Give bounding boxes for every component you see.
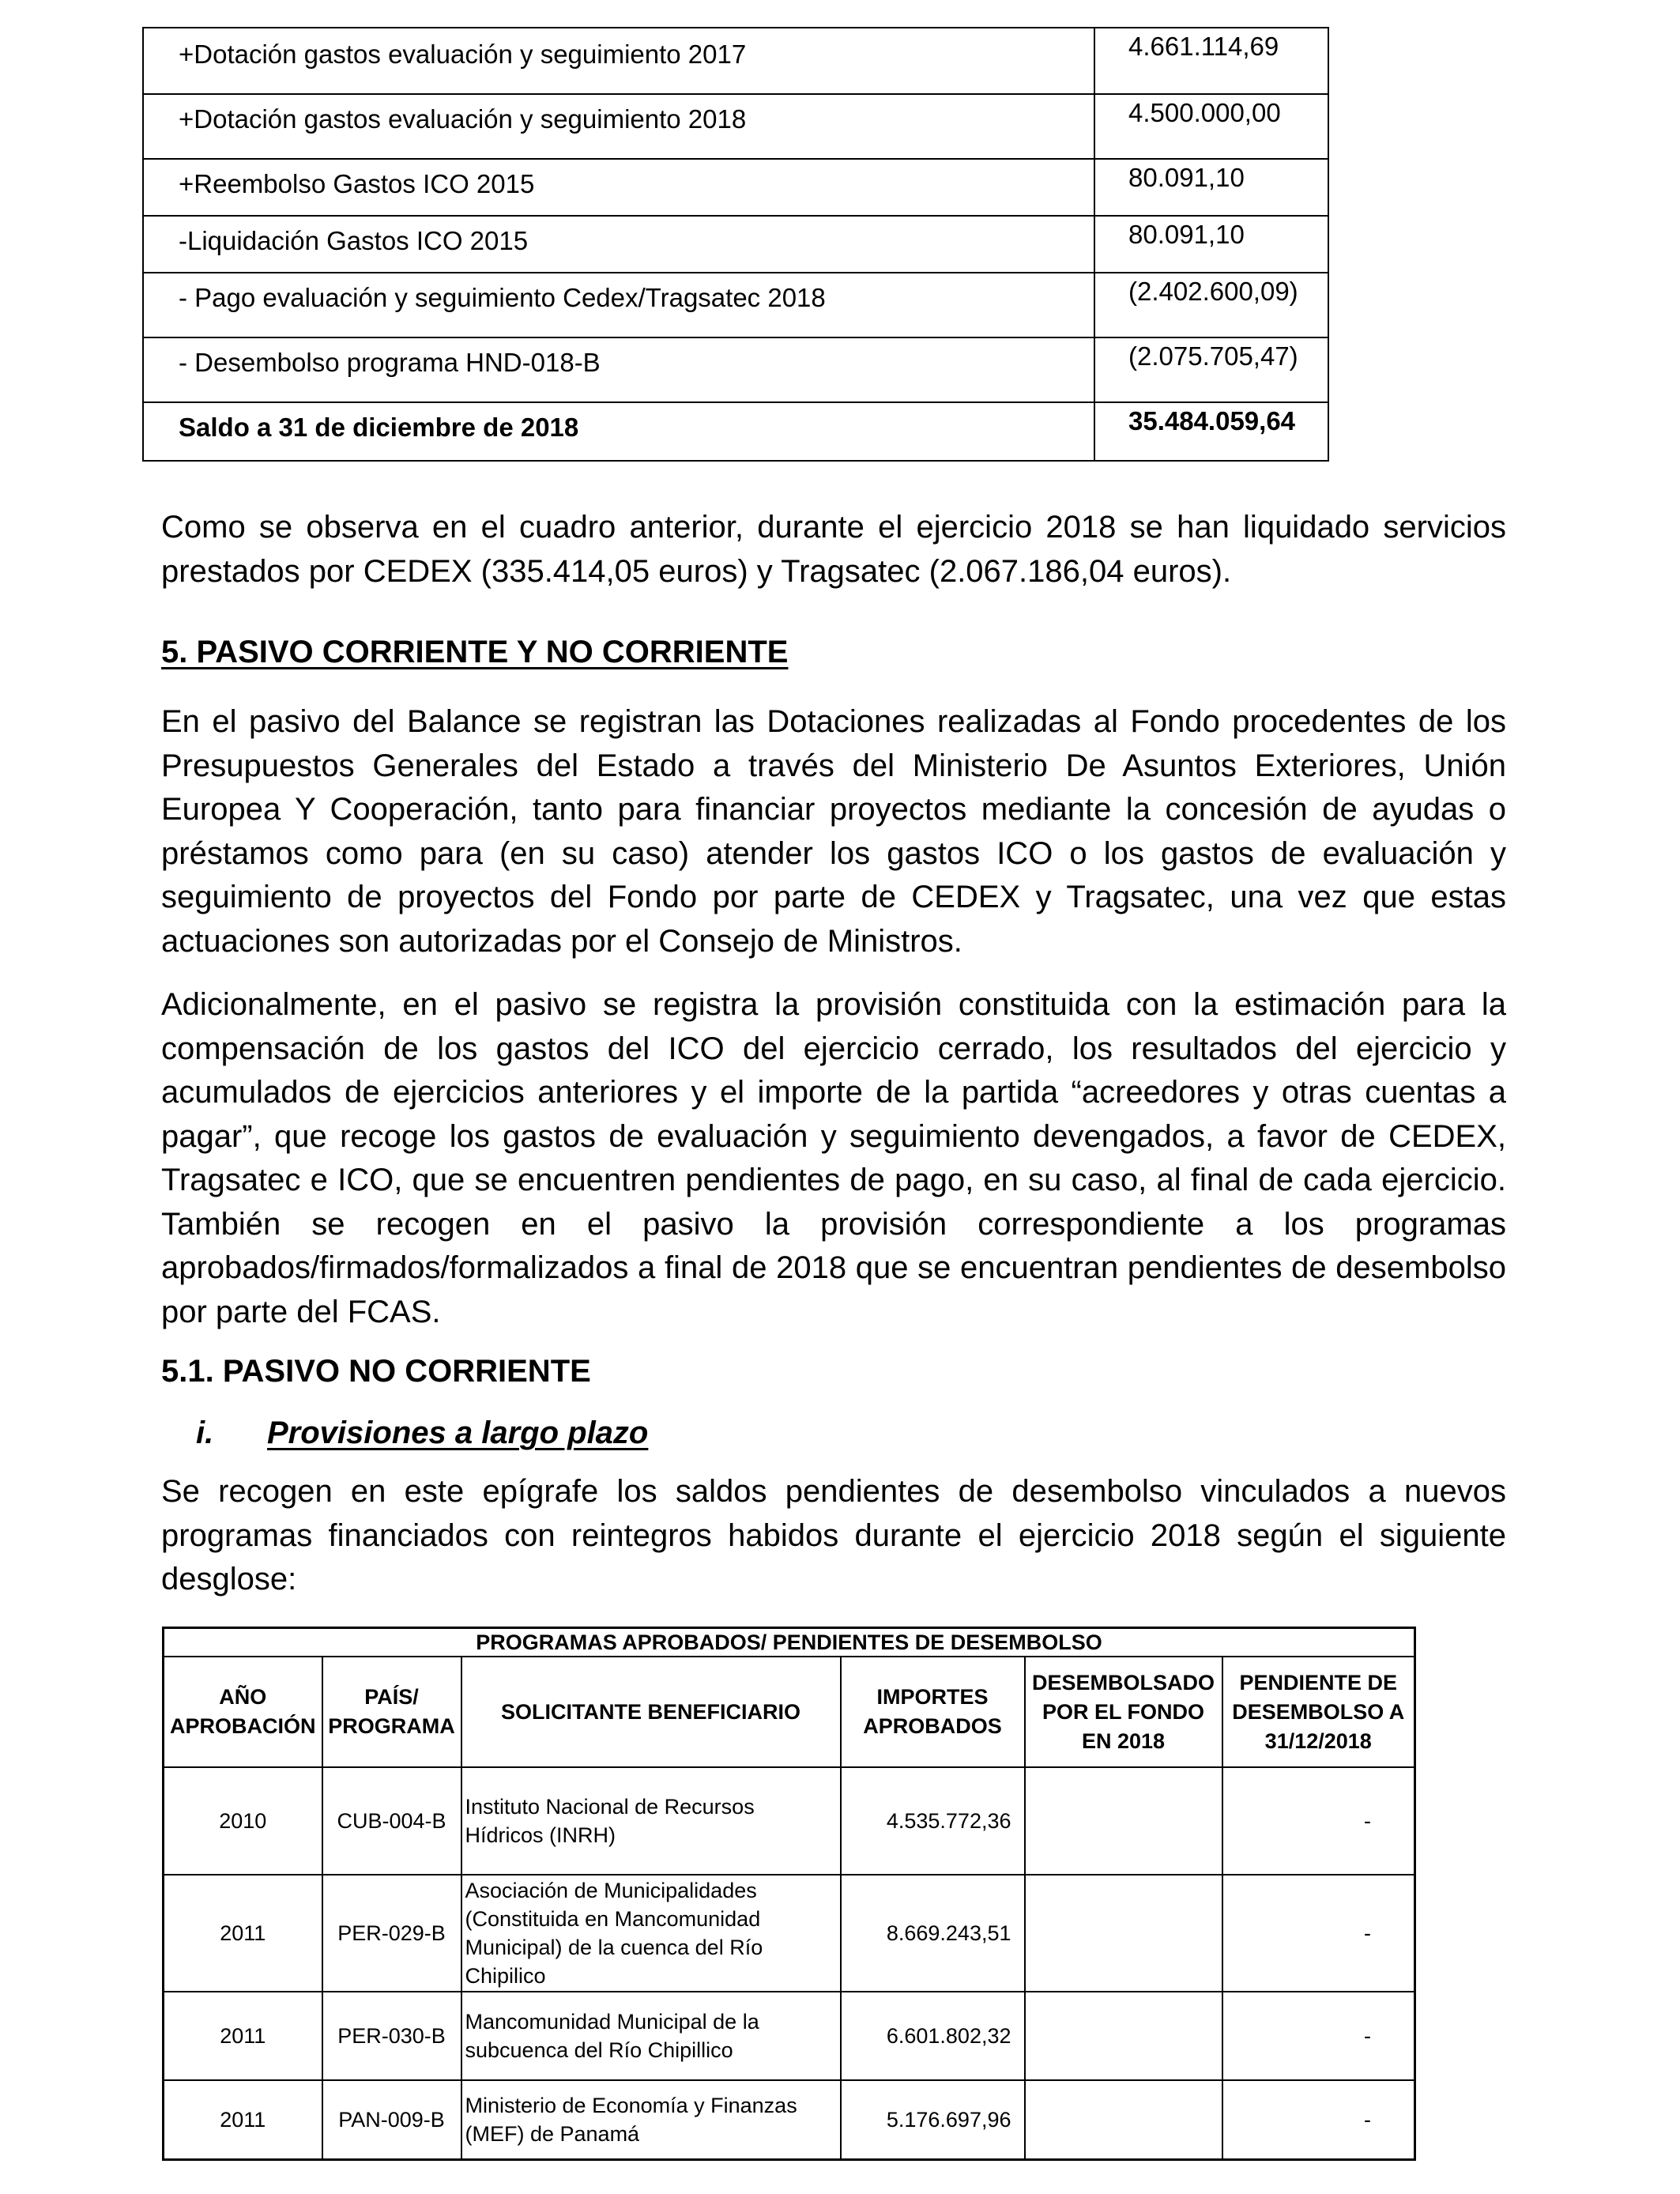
paragraph-recogen: Se recogen en este epígrafe los saldos pendientes de desembolso vinculados a nuevos programas financiados con reintegros habidos durante el ejercicio 2018 según el siguiente desglose:	[161, 1474, 1506, 1596]
cell-approved: 5.176.697,96	[841, 2080, 1025, 2160]
subsection-heading	[196, 1413, 648, 1453]
cell-beneficiary: Ministerio de Economía y Finanzas (MEF) de Panamá	[461, 2080, 841, 2160]
cell-disbursed	[1025, 1992, 1222, 2080]
programs-table	[162, 1627, 1416, 2161]
paragraph-observa: Como se observa en el cuadro anterior, durante el ejercicio 2018 se han liquidado servicios prestados por CEDEX (335.414,05 euros) y Tragsatec (2.067.186,04 euros).	[161, 510, 1506, 589]
header-year: AÑO APROBACIÓN	[164, 1657, 322, 1767]
cell-year: 2010	[164, 1767, 322, 1875]
cell-approved: 6.601.802,32	[841, 1992, 1025, 2080]
cell-code: PER-030-B	[322, 1992, 461, 2080]
paragraph-adicional: Adicionalmente, en el pasivo se registra la provisión constituida con la estimación para la compensación de los gastos del ICO del ejercicio cerrado, los resultados del ejercicio y acumulados de ejercicios anteriores y el importe de la partida “acreedores y otras cuentas a pagar”, que recoge los gastos de evaluación y seguimiento devengados, a favor de CEDEX, Tragsatec e ICO, que se encuentren pendientes de pago, en su caso, al final de cada ejercicio. También se recogen en el pasivo la provisión correspondiente a los programas aprobados/firmados/formalizados a final de 2018 que se encuentran pendientes de desembolso por parte del FCAS.	[161, 987, 1506, 1329]
cell-approved: 4.535.772,36	[841, 1767, 1025, 1875]
balance-amount: 80.091,10	[1094, 216, 1328, 273]
table-row	[164, 1992, 1415, 2080]
paragraph-pasivo: En el pasivo del Balance se registran las Dotaciones realizadas al Fondo procedentes de los Presupuestos Generales del Estado a través del Ministerio De Asuntos Exteriores, Unión Europea Y Cooperación, tanto para financiar proyectos mediante la concesión de ayudas o préstamos como para (en su caso) atender los gastos ICO o los gastos de evaluación y seguimiento de proyectos del Fondo por parte de CEDEX y Tragsatec, una vez que estas actuaciones son autorizadas por el Consejo de Ministros.	[161, 704, 1506, 959]
cell-beneficiary: Asociación de Municipalidades (Constituida en Mancomunidad Municipal) de la cuenca del Río Chipilico	[461, 1875, 841, 1992]
balance-concept: +Dotación gastos evaluación y seguimiento 2017	[143, 28, 1094, 94]
cell-code: CUB-004-B	[322, 1767, 461, 1875]
header-beneficiary: SOLICITANTE BENEFICIARIO	[461, 1657, 841, 1767]
balance-concept: - Desembolso programa HND-018-B	[143, 337, 1094, 402]
subsection-title: Provisiones a largo plazo	[267, 1416, 649, 1450]
balance-amount: 80.091,10	[1094, 159, 1328, 216]
section-heading-5-1: 5.1. PASIVO NO CORRIENTE	[161, 1354, 591, 1389]
cell-year: 2011	[164, 2080, 322, 2160]
header-pending: PENDIENTE DE DESEMBOLSO A 31/12/2018	[1222, 1657, 1415, 1767]
cell-approved: 8.669.243,51	[841, 1875, 1025, 1992]
cell-year: 2011	[164, 1875, 322, 1992]
table-row	[164, 1875, 1415, 1992]
balance-row	[143, 94, 1328, 159]
programs-caption-row	[164, 1628, 1415, 1657]
balance-concept: -Liquidación Gastos ICO 2015	[143, 216, 1094, 273]
balance-total-label: Saldo a 31 de diciembre de 2018	[143, 402, 1094, 461]
balance-row	[143, 28, 1328, 94]
cell-pending: -	[1222, 1767, 1415, 1875]
balance-table	[142, 27, 1329, 462]
cell-pending: -	[1222, 1875, 1415, 1992]
cell-disbursed	[1025, 1767, 1222, 1875]
cell-pending: -	[1222, 2080, 1415, 2160]
table-row	[164, 2080, 1415, 2160]
cell-year: 2011	[164, 1992, 322, 2080]
balance-concept: +Dotación gastos evaluación y seguimiento 2018	[143, 94, 1094, 159]
balance-concept: +Reembolso Gastos ICO 2015	[143, 159, 1094, 216]
cell-beneficiary: Mancomunidad Municipal de la subcuenca del Río Chipillico	[461, 1992, 841, 2080]
balance-total-amount: 35.484.059,64	[1094, 402, 1328, 461]
cell-disbursed	[1025, 2080, 1222, 2160]
cell-pending: -	[1222, 1992, 1415, 2080]
balance-concept: - Pago evaluación y seguimiento Cedex/Tragsatec 2018	[143, 273, 1094, 337]
balance-amount: 4.500.000,00	[1094, 94, 1328, 159]
balance-row	[143, 273, 1328, 337]
balance-amount: (2.075.705,47)	[1094, 337, 1328, 402]
header-country: PAÍS/ PROGRAMA	[322, 1657, 461, 1767]
cell-disbursed	[1025, 1875, 1222, 1992]
cell-code: PER-029-B	[322, 1875, 461, 1992]
balance-amount: (2.402.600,09)	[1094, 273, 1328, 337]
balance-row	[143, 337, 1328, 402]
header-disbursed: DESEMBOLSADO POR EL FONDO EN 2018	[1025, 1657, 1222, 1767]
section-heading-5	[161, 632, 788, 672]
subsection-number: i.	[196, 1416, 214, 1450]
balance-row	[143, 216, 1328, 273]
cell-beneficiary: Instituto Nacional de Recursos Hídricos (INRH)	[461, 1767, 841, 1875]
balance-amount: 4.661.114,69	[1094, 28, 1328, 94]
cell-code: PAN-009-B	[322, 2080, 461, 2160]
section-heading-5-text: 5. PASIVO CORRIENTE Y NO CORRIENTE	[161, 635, 789, 669]
header-approved: IMPORTES APROBADOS	[841, 1657, 1025, 1767]
programs-header-row	[164, 1657, 1415, 1767]
balance-total-row	[143, 402, 1328, 461]
balance-row	[143, 159, 1328, 216]
programs-caption: PROGRAMAS APROBADOS/ PENDIENTES DE DESEMBOLSO	[164, 1628, 1415, 1657]
table-row	[164, 1767, 1415, 1875]
